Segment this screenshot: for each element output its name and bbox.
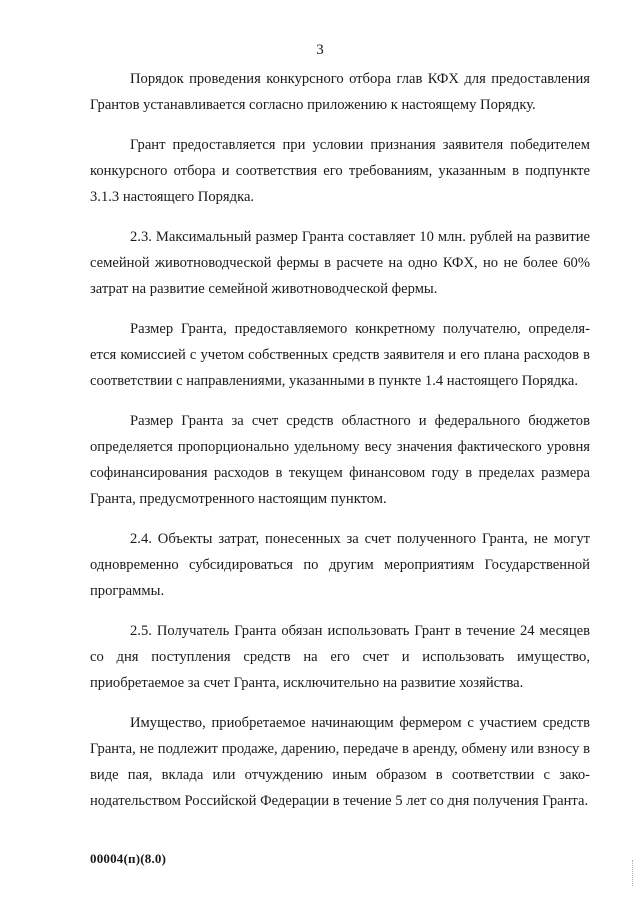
paragraph-grant-budget-share: Размер Гранта за счет средств областного и федерального бюджетов определяется пропорционально удельному весу значения фактического уровня софинансирования расходов в текущем финансовом году в пределах размера Гранта, предусмотренного настоящим пунктом.: [90, 413, 590, 507]
page-number: 3: [316, 42, 324, 58]
paragraph-2-3-max-grant: 2.3. Максимальный размер Гранта составляет 10 млн. рублей на развитие семейной животноводческой фермы в расчете на одно КФХ, но не более 60% затрат на развитие семейной животноводческой фермы.: [90, 229, 590, 297]
paragraph-grant-condition: Грант предоставляется при условии признания заявителя победителем конкурсного отбора и соответствия его требованиям, указанным в подпункте 3.1.3 настоящего Порядка.: [90, 137, 590, 205]
paragraph-contest-procedure: Порядок проведения конкурсного отбора глав КФХ для предоставления Грантов устанавливается согласно приложению к настоящему Порядку.: [90, 71, 590, 113]
paragraph-2-4-cost-objects: 2.4. Объекты затрат, понесенных за счет полученного Гранта, не могут одновременно субсидироваться по другим мероприятиям Государственной программы.: [90, 531, 590, 599]
scan-margin-mark: [632, 860, 634, 886]
paragraph-2-5-grant-usage: 2.5. Получатель Гранта обязан использовать Грант в течение 24 месяцев со дня поступления средств на его счет и использовать имущество, приобретаемое за счет Гранта, исключительно на развитие хозяйства.: [90, 623, 590, 691]
footer-document-code: 00004(п)(8.0): [90, 851, 167, 866]
paragraph-grant-size-determination: Размер Гранта, предоставляемого конкретному получателю, определяется комиссией с учетом собственных средств заявителя и его плана расходов в соответствии с направлениями, указанными в пункте 1.4 настоящего Порядка.: [90, 321, 590, 389]
document-body: [90, 66, 590, 828]
paragraph-property-restrictions: Имущество, приобретаемое начинающим фермером с участием средств Гранта, не подлежит продаже, дарению, передаче в аренду, обмену или взносу в виде пая, вклада или отчуждению иным образом в соответствии с законодательством Российской Федерации в течение 5 лет со дня получения Гранта.: [90, 715, 590, 809]
